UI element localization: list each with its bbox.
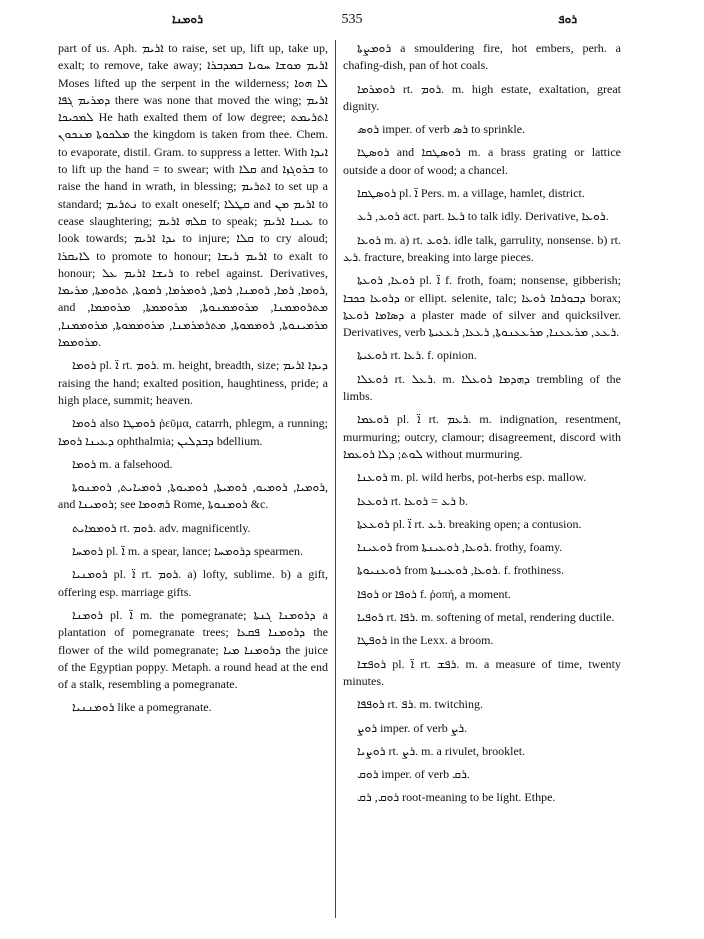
dictionary-entry: ܪܘܥܥܐ rt. ܪܥ = ܪܘܥܐ b.	[357, 493, 468, 508]
dictionary-entry: ܪܘܨ imper. of verb ܪܨ.	[357, 720, 468, 735]
dictionary-entry: ܪܘܡܐ m. a falsehood.	[72, 456, 173, 471]
dictionary-entry: ܪܘܡܪܡܐ rt. ܪܘܡ. m. high estate, exaltation, great dignity.	[343, 81, 621, 113]
dictionary-entry: ܪܘܡܐ pl. ܐ̈ rt. ܪܘܡ. m. height, breadth, size; ܕܝܕܐ ܐܪܝܡ raising the hand; exalted position, haughtiness, pride; a high place, summit; heaven.	[58, 358, 328, 407]
dictionary-entry: ܪܘܥܢܐ m. pl. wild herbs, pot-herbs esp. mallow.	[357, 470, 587, 485]
dictionary-entry: ܪܘܡܢܐ pl. ܐ̈ m. the pomegranate; ܕܪܘܡܢܐ ܓܢܬܐ a plantation of pomegranate trees; ܕܪܘܡܢܐ ܦܩܥܐ the flower of the wild pomegranate; ܕܪܘܡܢܐ ܡܝܐ the juice of the Egyptian poppy. Metaph. a round head at the end of a stalk, resembling a pomegranate.	[58, 607, 329, 692]
right-column	[343, 40, 621, 813]
dictionary-entry: ܪܘܦܦܐ rt. ܪܦ. m. twitching.	[357, 697, 483, 712]
dictionary-entry: ܪܘܣܛܐ and ܪܘܣܛܩܐ m. a brass grating or lattice outside a door of wood; a chancel.	[343, 145, 622, 177]
dictionary-entry: ܪܘܣܛܩܐ pl. ܐ̈ Pers. m. a village, hamlet, district.	[357, 186, 585, 201]
dictionary-entry: ܪܘܥܠܐ rt. ܪܥܠ. m. ܕܗܕܡܐ ܪܘܥܠܐ trembling of the limbs.	[343, 371, 621, 404]
dictionary-entry: ܪܘܦܐ or ܪܘܦܐ f. ῥοπή, a moment.	[357, 586, 511, 601]
dictionary-entry: ܪܘܦܝܐ rt. ܪܦܐ. m. softening of metal, rendering ductile.	[357, 610, 615, 625]
dictionary-entry: ܪܘܡܚܐ pl. ܐ̈ m. a spear, lance; ܕܪܘܡܚܐ spearmen.	[72, 544, 303, 559]
dictionary-entry: ܪܘܥ, ܪܥ act. part. ܪܥܐ to talk idly. Derivative, ܪܘܥܐ.	[357, 209, 609, 224]
dictionary-entry: ܪܘܦܛܐ in the Lexx. a broom.	[357, 633, 494, 648]
dictionary-entry: ܪܘܩ imper. of verb ܪܩ.	[357, 767, 470, 782]
left-column	[58, 40, 328, 723]
dictionary-entry: ܪܘܡܝܐ, ܪܘܡܝܘ, ܪܘܡܝܬܐ, ܪܘܡܝܘܬܐ, ܪܘܡܝܐܝܬ, ܪܘܡܢܘܬܐ, and ܪܘܡܝܢܐ; see ܪܗܘܡܐ Rome, ܪܘܡܢܘܬܐ &c.	[58, 480, 328, 512]
header-left-word: ܪܘܡܢܐ	[172, 12, 203, 26]
dictionary-entry: ܪܘܨܝܐ rt. ܪܨ. m. a rivulet, brooklet.	[357, 743, 526, 758]
dictionary-entry: ܪܘܣ imper. of verb ܪܣ to sprinkle.	[357, 122, 526, 137]
column-divider	[335, 40, 336, 918]
dictionary-entry: ܪܘܥܥܬܐ pl. ܐ̈ rt. ܪܥ. breaking open; a contusion.	[357, 516, 582, 531]
dictionary-entry: ܪܘܥܝܬܐ rt. ܪܥܐ. f. opinion.	[357, 348, 477, 363]
dictionary-entry: ܪܘܥܐ, ܪܘܥܬܐ pl. ܐ̈ f. froth, foam; nonsense, gibberish; ܕܪܘܥܐ ܟܟܒܐ or ellipt. selenite, talc; ܕܒܘܪܩܐ ܪܘܥܐ borax; ܕܣܐܡܐ ܪܘܥܬܐ a plaster made of silver and quicksilver. Derivatives, verb ܪܥܥ, ܡܪܥܥܢܐ, ܡܪܥܥܢܘܬܐ, ܪܥܥܐ, ܪܥܥܝܬܐ.	[343, 273, 622, 340]
dictionary-entry: ܪܘܡܢܝܐ pl. ܐ̈ rt. ܪܘܡ. a) lofty, sublime. b) a gift, offering esp. marriage gifts.	[58, 567, 328, 599]
dictionary-entry: ܪܘܡܡܐܝܬ rt. ܪܘܡ. adv. magnificently.	[72, 520, 251, 535]
dictionary-entry: ܪܘܥܐ m. a) rt. ܪܘܥ. idle talk, garrulity, nonsense. b) rt. ܪܥ. fracture, breaking into large pieces.	[343, 232, 621, 264]
dictionary-entry: ܪܘܦܫܐ pl. ܐ̈ rt. ܪܦܫ. m. a measure of time, twenty minutes.	[343, 656, 621, 688]
dictionary-entry: ܪܘܥܡܐ pl. ܐ̈ rt. ܪܥܡ. m. indignation, resentment, murmuring; outcry, clamour; disagreement, discord with ܠܘܬ; ܕܠܐ ܪܘܥܡܐ without murmuring.	[343, 412, 621, 461]
page-header	[0, 10, 704, 34]
dictionary-entry: part of us. Aph. ܐܪܝܡ to raise, set up, lift up, take up, exalt; to remove, take away; ܐܪܝܡ ܡܘܫܐ ܚܘܝܐ ܒܡܕܒܪܐ Moses lifted up the serpent in the wilderness; ܠܐ ܗܘܐ ܕܡܪܝܡ ܓܦܐ there was none that moved the wing; ܐܪܝܡ ܠܡܟܝܟܐ He hath exalted them of low degree; ܐܬܪܝܡܬ ܡܠܟܘܬܐ ܡܢܟܘܢ the kingdom is taken from thee. Chem. to evaporate, distil. Gram. to suppress a letter. With ܐܝܕܐ to lift up the hand = to swear; with ܩܠܐ and ܒܪܘܓܙܐ to raise the hand in wrath, in blessing; ܐܬܪܝܡ to set up a standard; ܢܬܪܝܡ to exalt oneself; ܩܛܠܐ and ܐܪܝܡ ܡܢ to cease slaughtering; ܩܠܗ ܐܪܝܡ to speak; ܥܝܢܐ ܐܪܝܡ to look towards; ܝܕܐ ܐܪܝܡ to injure; ܩܠܐ to cry aloud; ܠܐܝܩܪܐ to promote to honour; ܐܪܝܡ ܪܝܫܐ to exalt to honour; ܪܝܫܐ ܐܪܝܡ ܥܠ to rebel against. Derivatives, ܪܘܡܐ, ܪܡܐ, ܪܘܡܢܐ, ܪܡܬܐ, ܪܘܡܪܡܐ, ܪܡܘܬܐ, ܬܪܘܡܬܐ, ܡܪܝܡܐ, and ܡܬܪܘܡܡܢܐ, ܡܪܘܡܡܢܘܬܐ, ܡܪܘܡܡܬܐ, ܡܪܘܡܡܐ, ܡܪܡܝܢܘܬܐ, ܪܘܡܡܘܬܐ, ܡܬܪܡܪܡܢܐ, ܡܪܘܡܡܘܬܐ, ܡܪܘܡܡܢܐ, ܡܪܘܡܡܐ.	[58, 41, 329, 350]
dictionary-entry: ܪܘܩ, ܪܩ root-meaning to be light. Ethpe.	[357, 790, 556, 805]
header-right-word: ܪܘܦ	[558, 12, 578, 26]
dictionary-entry: ܪܘܡܨܬܐ a smouldering fire, hot embers, perh. a chafing-dish, pan of hot coals.	[343, 41, 621, 73]
dictionary-entry: ܪܘܡܐ also ܪܘܡܛܐ ῥεῦμα, catarrh, phlegm, a running; ܕܥܝܢܐ ܪܘܡܐ ophthalmia; ܕܒܕܠܝܢ bdellium.	[58, 416, 328, 448]
dictionary-entry: ܪܘܡܢܢܝܐ like a pomegranate.	[72, 700, 212, 715]
dictionary-entry: ܪܘܥܝܢܐ from ܪܘܥܐ, ܪܘܥܝܢܬܐ. frothy, foamy.	[357, 540, 563, 555]
page-number: 535	[341, 12, 363, 27]
dictionary-entry: ܪܘܥܢܝܘܬܐ from ܪܘܥܐ, ܪܘܥܝܢܬܐ. f. frothiness.	[357, 563, 565, 578]
